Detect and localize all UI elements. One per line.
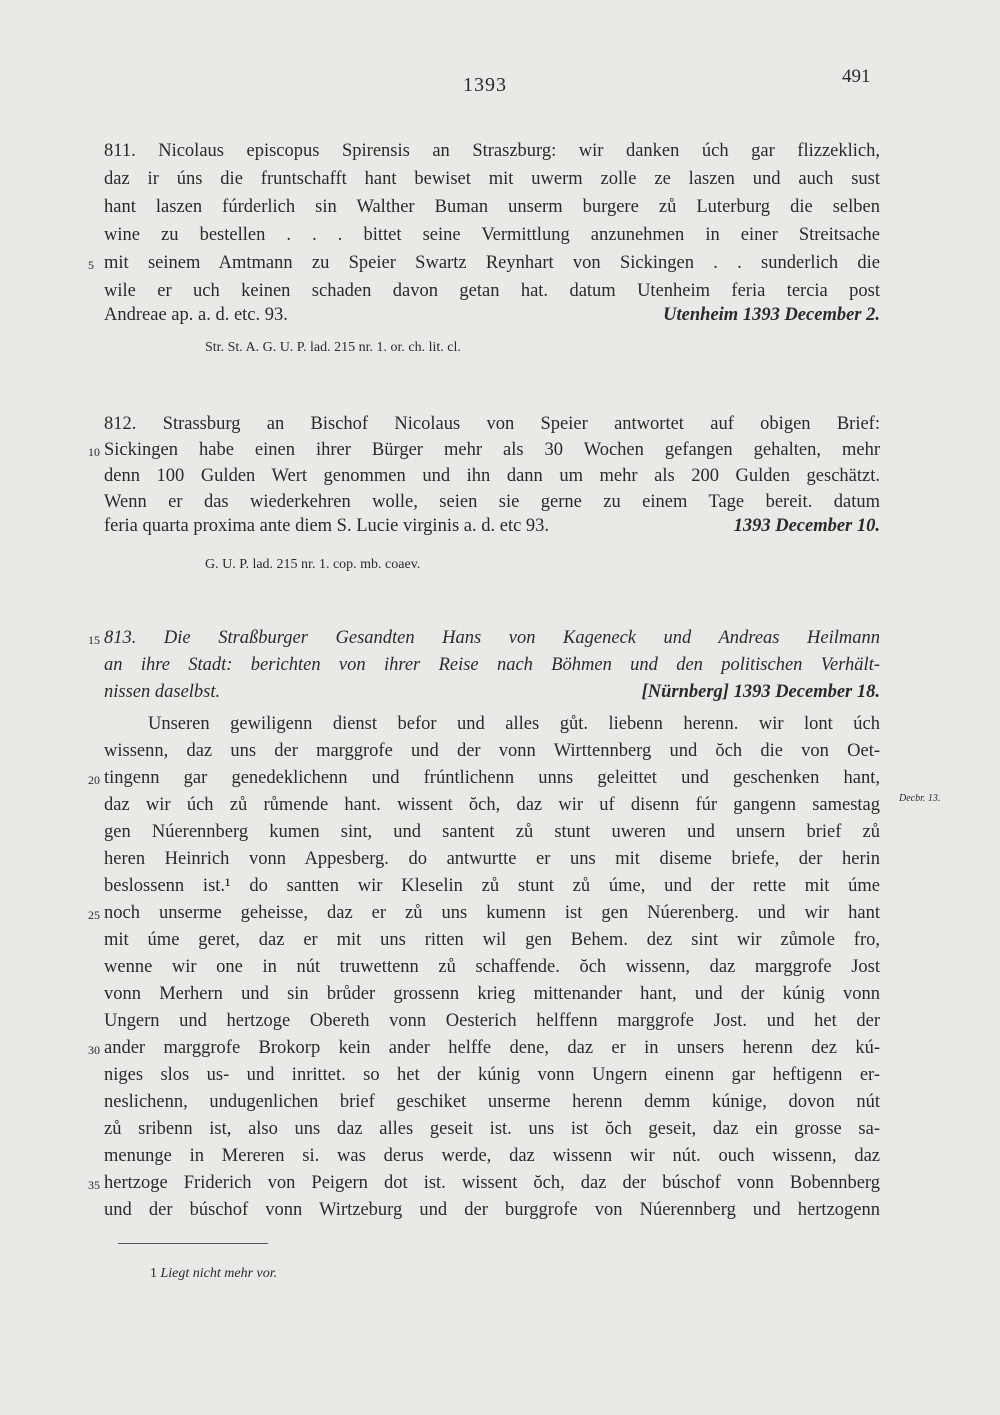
line-number: 35 bbox=[88, 1178, 100, 1192]
doc811-last-text: Andreae ap. a. d. etc. 93. bbox=[104, 305, 288, 325]
line-number: 20 bbox=[88, 773, 100, 787]
doc811-date: Utenheim 1393 December 2. bbox=[663, 305, 880, 325]
doc813-body-line: mit úme geret, daz er mit uns ritten wil gen Behem. dez sint wir zůmole fro, bbox=[104, 930, 880, 950]
doc811-line: wine zu bestellen . . . bittet seine Vermittlung anzunehmen in einer Streitsache bbox=[104, 225, 880, 245]
doc813-body-line: beslossenn ist.¹ do santten wir Kleselin zů stunt zů úme, und der rette mit úme bbox=[104, 876, 880, 896]
doc811-line: hant laszen fúrderlich sin Walther Buman unserm burgere zů Luterburg die selben bbox=[104, 197, 880, 217]
doc813-body-line: wissenn, daz uns der marggrofe und der vonn Wirttennberg und ŏch die von Oet- bbox=[104, 741, 880, 761]
doc811-last-line bbox=[104, 303, 880, 327]
doc812-line: Sickingen habe einen ihrer Bürger mehr als 30 Wochen gefangen gehalten, mehr bbox=[104, 440, 880, 460]
doc813-body-line: Unseren gewiligenn dienst befor und alles gůt. liebenn herenn. wir lont úch bbox=[148, 714, 880, 734]
line-number: 5 bbox=[88, 258, 94, 272]
doc813-heading-line: an ihre Stadt: berichten von ihrer Reise nach Böhmen und den politischen Verhält- bbox=[104, 655, 880, 675]
doc811-line: 811. Nicolaus episcopus Spirensis an Straszburg: wir danken úch gar flizzeklich, bbox=[104, 141, 880, 161]
doc813-body-line: gen Núerennberg kumen sint, und santent zů stunt uweren und unsern brief zů bbox=[104, 822, 880, 842]
doc813-body-line: daz wir úch zů růmende hant. wissent ŏch, daz wir uf disenn fúr gangenn samestag bbox=[104, 795, 880, 815]
doc813-body-line: zů sribenn ist, also uns daz alles geseit ist. uns ist ŏch geseit, daz ein grosse sa- bbox=[104, 1119, 880, 1139]
line-number: 10 bbox=[88, 445, 100, 459]
doc812-source: G. U. P. lad. 215 nr. 1. cop. mb. coaev. bbox=[205, 557, 421, 572]
doc813-body-line: heren Heinrich vonn Appesberg. do antwurtte er uns mit diseme briefe, der herin bbox=[104, 849, 880, 869]
running-head-year: 1393 bbox=[463, 74, 507, 96]
doc811-line: daz ir úns die fruntschafft hant bewiset mit uwerm zolle ze laszen und auch sust bbox=[104, 169, 880, 189]
doc813-date: [Nürnberg] 1393 December 18. bbox=[641, 682, 880, 702]
doc813-body-line: neslichenn, undugenlichen brief geschiket unserme herenn demm kúnige, dovon nút bbox=[104, 1092, 880, 1112]
footnote-rule bbox=[118, 1243, 268, 1244]
doc813-heading-last bbox=[104, 680, 880, 704]
doc812-date: 1393 December 10. bbox=[733, 516, 880, 536]
doc813-body-line: tingenn gar genedeklichenn und frúntlichenn unns geleittet und geschenken hant, bbox=[104, 768, 880, 788]
doc812-last-line bbox=[104, 514, 880, 538]
doc811-line: wile er uch keinen schaden davon getan hat. datum Utenheim feria tercia post bbox=[104, 281, 880, 301]
doc812-line: Wenn er das wiederkehren wolle, seien sie gerne zu einem Tage bereit. datum bbox=[104, 492, 880, 512]
doc813-heading-line: 813. Die Straßburger Gesandten Hans von Kageneck und Andreas Heilmann bbox=[104, 628, 880, 648]
doc812-line: 812. Strassburg an Bischof Nicolaus von Speier antwortet auf obigen Brief: bbox=[104, 414, 880, 434]
footnote-text: Liegt nicht mehr vor. bbox=[160, 1266, 278, 1281]
doc812-line: denn 100 Gulden Wert genommen und ihn dann um mehr als 200 Gulden geschätzt. bbox=[104, 466, 880, 486]
doc811-line: mit seinem Amtmann zu Speier Swartz Reynhart von Sickingen . . sunderlich die bbox=[104, 253, 880, 273]
doc813-body-line: vonn Merhern und sin brůder grossenn krieg mittenander hant, und der kúnig vonn bbox=[104, 984, 880, 1004]
doc813-body-line: wenne wir one in nút truwettenn zů schaffende. ŏch wissenn, daz marggrofe Jost bbox=[104, 957, 880, 977]
doc813-body-line: noch unserme geheisse, daz er zů uns kumenn ist gen Núerenberg. und wir hant bbox=[104, 903, 880, 923]
margin-date-note: Decbr. 13. bbox=[899, 793, 941, 804]
line-number: 30 bbox=[88, 1043, 100, 1057]
doc813-body-line: ander marggrofe Brokorp kein ander helffe dene, daz er in unsers herenn dez kú- bbox=[104, 1038, 880, 1058]
line-number: 15 bbox=[88, 633, 100, 647]
doc813-body-line: Ungern und hertzoge Obereth vonn Oesterich helffenn marggrofe Jost. und het der bbox=[104, 1011, 880, 1031]
doc812-last-text: feria quarta proxima ante diem S. Lucie virginis a. d. etc 93. bbox=[104, 516, 550, 536]
doc813-body-line: hertzoge Friderich von Peigern dot ist. wissent ŏch, daz der búschof vonn Bobennberg bbox=[104, 1173, 880, 1193]
page-number: 491 bbox=[842, 66, 871, 87]
footnote-marker: 1 bbox=[150, 1266, 157, 1281]
doc813-heading-last-text: nissen daselbst. bbox=[104, 682, 221, 702]
doc813-body-line: und der búschof vonn Wirtzeburg und der burggrofe von Núerennberg und hertzogenn bbox=[104, 1200, 880, 1220]
doc811-source: Str. St. A. G. U. P. lad. 215 nr. 1. or. ch. lit. cl. bbox=[205, 340, 461, 355]
doc813-body-line: niges slos us- und inrittet. so het der kúnig vonn Ungern einenn gar heftigenn er- bbox=[104, 1065, 880, 1085]
footnote bbox=[150, 1266, 277, 1282]
line-number: 25 bbox=[88, 908, 100, 922]
doc813-body-line: menunge in Mereren si. was derus werde, daz wissenn wir nút. ouch wissenn, daz bbox=[104, 1146, 880, 1166]
